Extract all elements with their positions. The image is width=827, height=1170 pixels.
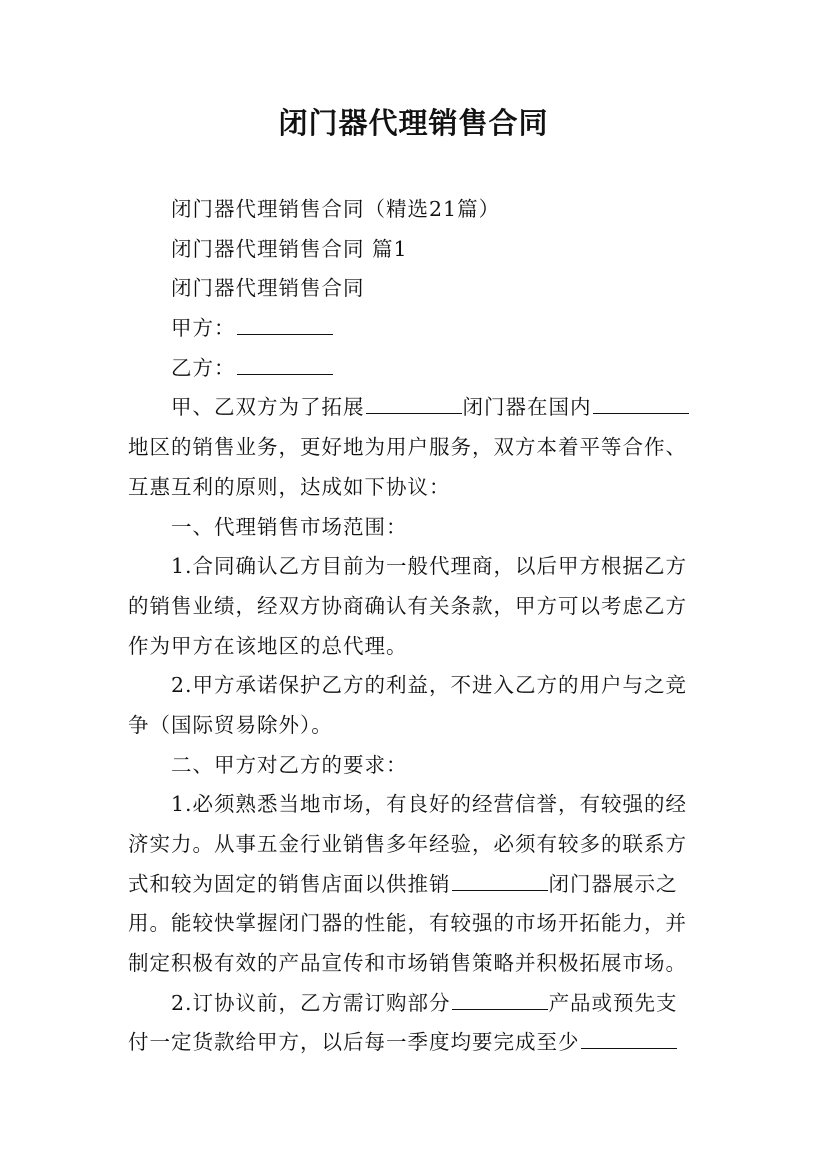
- line-text: 二、甲方对乙方的要求：: [171, 752, 408, 777]
- line-text: 1.必须熟悉当地市场，有良好的经营信誉，有较强的经: [171, 792, 688, 817]
- paragraph-line: [128, 627, 704, 667]
- line-text: 甲、乙双方为了拓展: [171, 395, 365, 420]
- section-heading: [128, 746, 704, 786]
- party-a-label: 甲方：: [171, 316, 236, 341]
- paragraph-line: [128, 587, 704, 627]
- fill-in-blank: [452, 987, 548, 1010]
- paragraph-line: [128, 428, 704, 468]
- paragraph-line: [128, 904, 704, 944]
- fill-in-blank: [593, 391, 689, 414]
- paragraph-line: [128, 1023, 704, 1063]
- party-b-label: 乙方：: [171, 355, 236, 380]
- paragraph-line: [128, 825, 704, 865]
- line-text: 制定积极有效的产品宣传和市场销售策略并积极拓展市场。: [128, 951, 687, 976]
- paragraph-line: [128, 309, 704, 349]
- paragraph-line: [128, 666, 704, 706]
- line-text: 1.合同确认乙方目前为一般代理商，以后甲方根据乙方: [171, 554, 688, 579]
- paragraph-line: [128, 388, 704, 428]
- fill-in-blank: [581, 1026, 677, 1049]
- paragraph-line: [128, 349, 704, 389]
- fill-in-blank: [237, 312, 333, 335]
- line-text: 地区的销售业务，更好地为用户服务，双方本着平等合作、: [128, 435, 687, 460]
- line-text: 2.订协议前，乙方需订购部分: [171, 990, 451, 1015]
- paragraph-line: [128, 468, 704, 508]
- line-text: 付一定货款给甲方，以后每一季度均要完成至少: [128, 1030, 580, 1055]
- paragraph-line: [128, 785, 704, 825]
- line-text: 的销售业绩，经双方协商确认有关条款，甲方可以考虑乙方: [128, 593, 687, 618]
- line-text: 济实力。从事五金行业销售多年经验，必须有较多的联系方: [128, 832, 687, 856]
- line-text: 一、代理销售市场范围：: [171, 514, 408, 539]
- paragraph-line: [128, 269, 704, 309]
- paragraph-line: [128, 944, 704, 984]
- line-text: 闭门器在国内: [462, 395, 592, 420]
- paragraph-line: [128, 547, 704, 587]
- fill-in-blank: [366, 391, 462, 414]
- line-text: 闭门器代理销售合同（精选21篇）: [171, 197, 501, 221]
- fill-in-blank: [237, 352, 333, 375]
- paragraph-line: [128, 190, 704, 230]
- fill-in-blank: [452, 868, 548, 891]
- line-text: 闭门器代理销售合同: [171, 276, 365, 301]
- line-text: 闭门器展示之: [548, 871, 678, 896]
- line-text: 2.甲方承诺保护乙方的利益，不进入乙方的用户与之竞: [171, 673, 688, 698]
- line-text: 闭门器代理销售合同 篇1: [171, 236, 408, 261]
- paragraph-line: [128, 984, 704, 1024]
- line-text: 作为甲方在该地区的总代理。: [128, 633, 408, 658]
- line-text: 用。能较快掌握闭门器的性能，有较强的市场开拓能力，并: [128, 911, 687, 936]
- line-text: 式和较为固定的销售店面以供推销: [128, 871, 451, 896]
- document-title: 闭门器代理销售合同: [278, 106, 549, 140]
- line-text: 争（国际贸易除外）。: [128, 712, 333, 737]
- line-text: 产品或预先支: [548, 990, 678, 1015]
- document-body: [128, 190, 704, 1063]
- paragraph-line: [128, 706, 704, 746]
- section-heading: [128, 508, 704, 548]
- paragraph-line: [128, 865, 704, 905]
- paragraph-line: [128, 230, 704, 270]
- line-text: 互惠互利的原则，达成如下协议：: [128, 474, 451, 499]
